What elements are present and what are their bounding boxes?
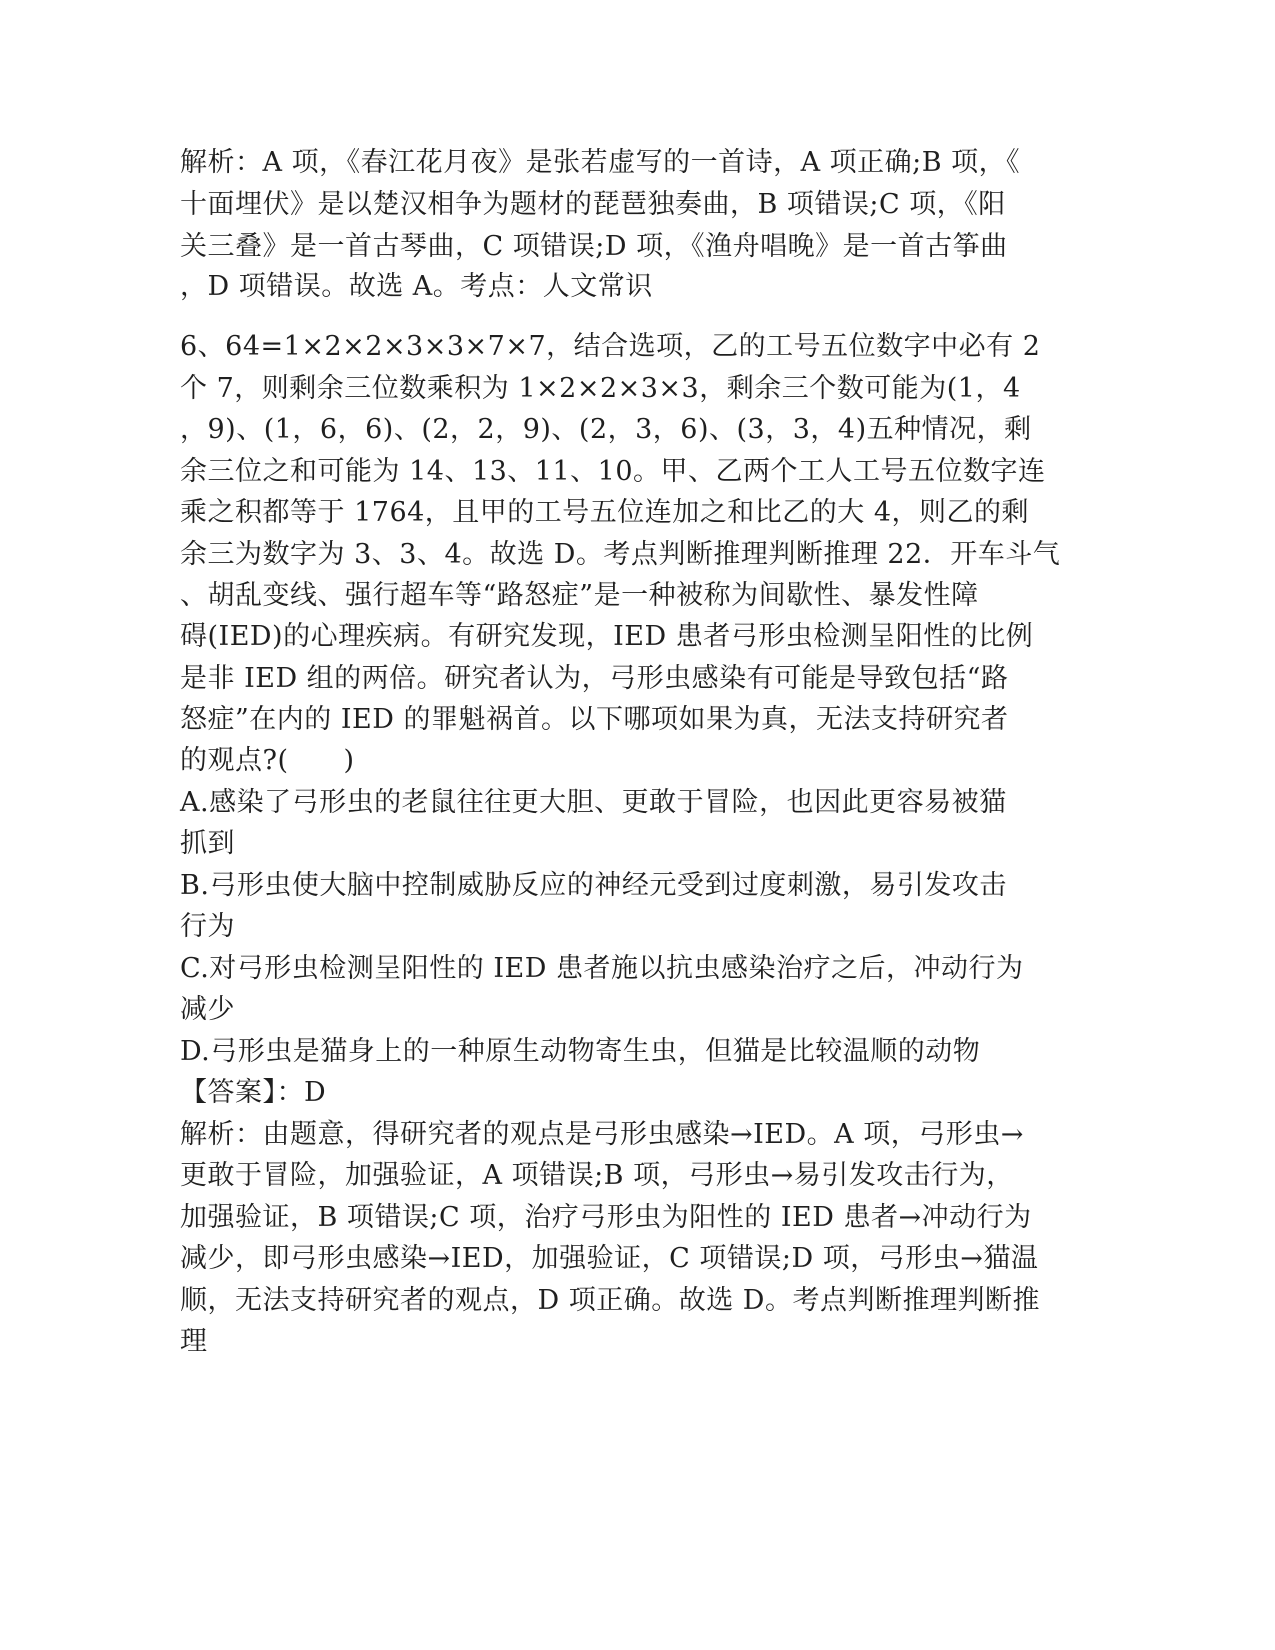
explanation-line-4: 减少，即弓形虫感染→IED，加强验证，C 项错误;D 项，弓形虫→猫温 xyxy=(180,1243,1039,1274)
option-b-line-1: B.弓形虫使大脑中控制威胁反应的神经元受到过度刺激，易引发攻击 xyxy=(180,870,1007,901)
q6-line-3: ，9)、(1，6，6)、(2，2，9)、(2，3，6)、(3，3，4)五种情况，剩 xyxy=(180,414,1032,445)
analysis-line-3: 关三叠》是一首古琴曲，C 项错误;D 项，《渔舟唱晚》是一首古筝曲 xyxy=(180,231,1008,262)
explanation-line-3: 加强验证，B 项错误;C 项，治疗弓形虫为阳性的 IED 患者→冲动行为 xyxy=(180,1202,1032,1233)
q6-line-5: 乘之积都等于 1764，且甲的工号五位连加之和比乙的大 4，则乙的剩 xyxy=(180,497,1030,528)
q22-line-5: 的观点?( ) xyxy=(180,745,355,776)
q22-line-4: 怒症”在内的 IED 的罪魁祸首。以下哪项如果为真，无法支持研究者 xyxy=(180,704,1009,735)
option-a-line-1: A.感染了弓形虫的老鼠往往更大胆、更敢于冒险，也因此更容易被猫 xyxy=(180,787,1007,818)
explanation-line-6: 理 xyxy=(180,1326,208,1357)
q6-line-4: 余三位之和可能为 14、13、11、10。甲、乙两个工人工号五位数字连 xyxy=(180,456,1046,487)
explanation-line-1: 解析：由题意，得研究者的观点是弓形虫感染→IED。A 项，弓形虫→ xyxy=(180,1119,1024,1150)
q6-line-6: 余三为数字为 3、3、4。故选 D。考点判断推理判断推理 22．开车斗气 xyxy=(180,539,1061,570)
q6-line-2: 个 7，则剩余三位数乘积为 1×2×2×3×3，剩余三个数可能为(1，4 xyxy=(180,373,1021,404)
option-d-line-1: D.弓形虫是猫身上的一种原生动物寄生虫，但猫是比较温顺的动物 xyxy=(180,1036,981,1067)
option-b-line-2: 行为 xyxy=(180,911,235,942)
analysis-line-4: ，D 项错误。故选 A。考点：人文常识 xyxy=(180,271,653,302)
analysis-line-1: 解析：A 项，《春江花月夜》是张若虚写的一首诗，A 项正确;B 项，《 xyxy=(180,147,1021,178)
answer-line: 【答案】：D xyxy=(180,1077,327,1108)
explanation-line-5: 顺，无法支持研究者的观点，D 项正确。故选 D。考点判断推理判断推 xyxy=(180,1285,1040,1316)
option-c-line-2: 减少 xyxy=(180,994,235,1025)
q22-line-3: 是非 IED 组的两倍。研究者认为，弓形虫感染有可能是导致包括“路 xyxy=(180,663,1009,694)
option-a-line-2: 抓到 xyxy=(180,828,235,859)
analysis-line-2: 十面埋伏》是以楚汉相争为题材的琵琶独奏曲，B 项错误;C 项，《阳 xyxy=(180,189,1006,220)
q22-line-2: 碍(IED)的心理疾病。有研究发现，IED 患者弓形虫检测呈阳性的比例 xyxy=(180,621,1034,652)
explanation-line-2: 更敢于冒险，加强验证，A 项错误;B 项，弓形虫→易引发攻击行为， xyxy=(180,1160,1014,1191)
option-c-line-1: C.对弓形虫检测呈阳性的 IED 患者施以抗虫感染治疗之后，冲动行为 xyxy=(180,953,1024,984)
q6-line-1: 6、64=1×2×2×3×3×7×7，结合选项，乙的工号五位数字中必有 2 xyxy=(180,331,1041,362)
q22-line-1: 、胡乱变线、强行超车等“路怒症”是一种被称为间歇性、暴发性障 xyxy=(180,580,979,611)
